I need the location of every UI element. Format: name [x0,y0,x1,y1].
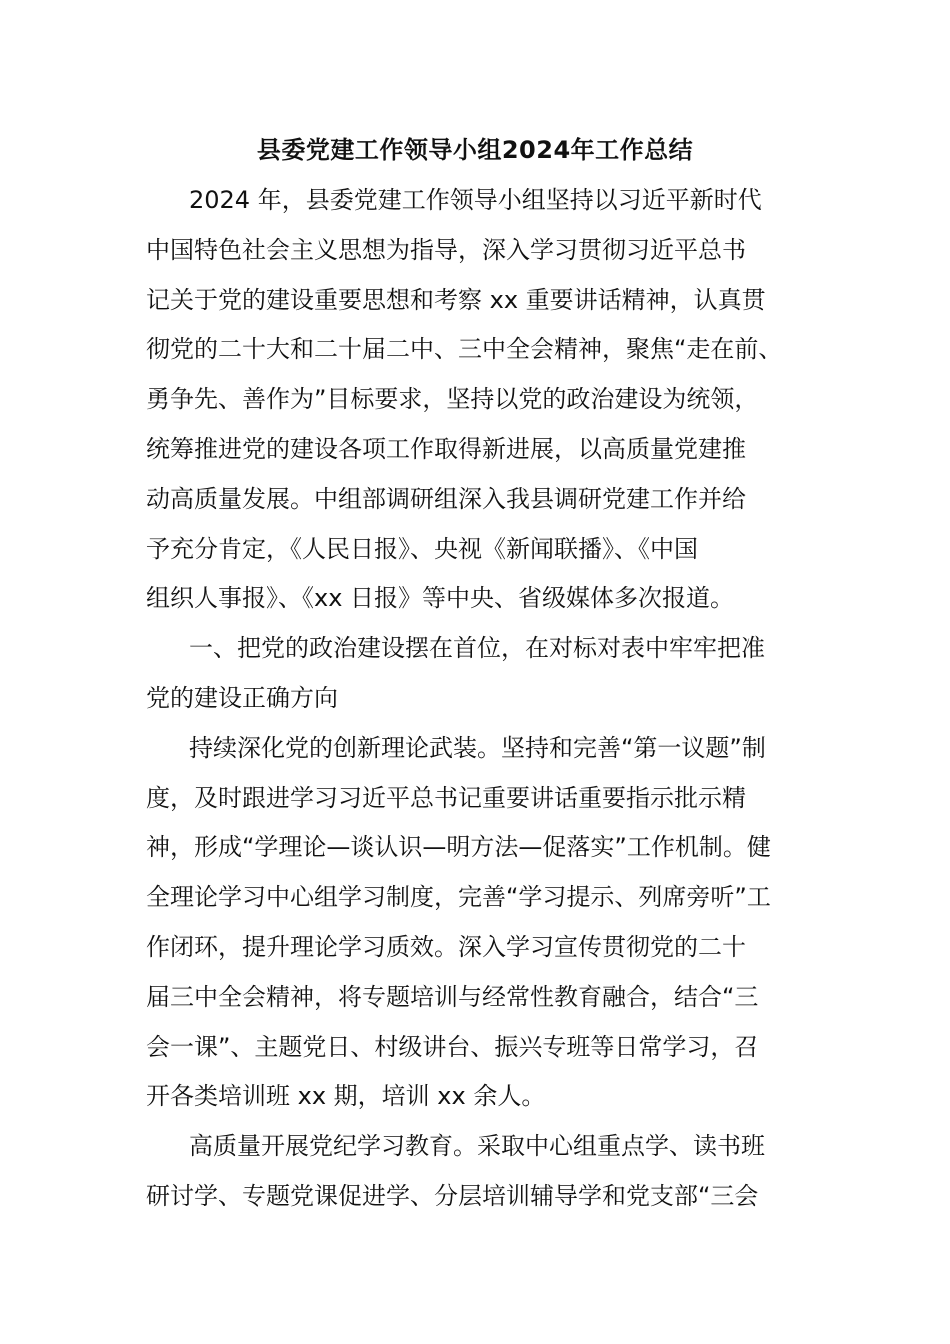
paragraph-1-line-9: 组织人事报》、《xx 日报》等中央、省级媒体多次报道。 [146,584,735,613]
paragraph-2-line-8: 开各类培训班 xx 期，培训 xx 余人。 [146,1082,546,1111]
paragraph-1-line-5: 勇争先、善作为”目标要求，坚持以党的政治建设为统领， [146,385,759,414]
paragraph-3-line-2: 研讨学、专题党课促进学、分层培训辅导学和党支部“三会 [146,1181,759,1210]
paragraph-2-line-5: 作闭环，提升理论学习质效。深入学习宣传贯彻党的二十 [146,932,746,961]
paragraph-1-line-3: 记关于党的建设重要思想和考察 xx 重要讲话精神，认真贯 [146,285,766,314]
paragraph-2-line-4: 全理论学习中心组学习制度，完善“学习提示、列席旁听”工 [146,883,771,912]
section-heading-line-2: 党的建设正确方向 [146,683,338,712]
section-heading-line-1: 一、把党的政治建设摆在首位，在对标对表中牢牢把准 [189,634,765,663]
paragraph-1-line-2: 中国特色社会主义思想为指导，深入学习贯彻习近平总书 [146,235,746,264]
paragraph-1-line-7: 动高质量发展。中组部调研组深入我县调研党建工作并给 [146,484,746,513]
paragraph-1-line-8: 予充分肯定，《人民日报》、央视《新闻联播》、《中国 [146,534,698,563]
paragraph-1-line-4: 彻党的二十大和二十届二中、三中全会精神，聚焦“走在前、 [146,335,783,364]
paragraph-2-line-7: 会一课”、主题党日、村级讲台、振兴专班等日常学习，召 [146,1032,759,1061]
paragraph-3-line-1: 高质量开展党纪学习教育。采取中心组重点学、读书班 [189,1132,765,1161]
document-body [146,180,806,1226]
paragraph-1-line-6: 统筹推进党的建设各项工作取得新进展，以高质量党建推 [146,434,746,463]
paragraph-2-line-6: 届三中全会精神，将专题培训与经常性教育融合，结合“三 [146,982,759,1011]
paragraph-2-line-1: 持续深化党的创新理论武装。坚持和完善“第一议题”制 [189,733,766,762]
paragraph-2-line-3: 神，形成“学理论—谈认识—明方法—促落实”工作机制。健 [146,833,771,862]
document-title: 县委党建工作领导小组2024年工作总结 [256,136,694,164]
paragraph-2-line-2: 度，及时跟进学习习近平总书记重要讲话重要指示批示精 [146,783,746,812]
paragraph-1-line-1: 2024 年，县委党建工作领导小组坚持以习近平新时代 [189,186,762,214]
